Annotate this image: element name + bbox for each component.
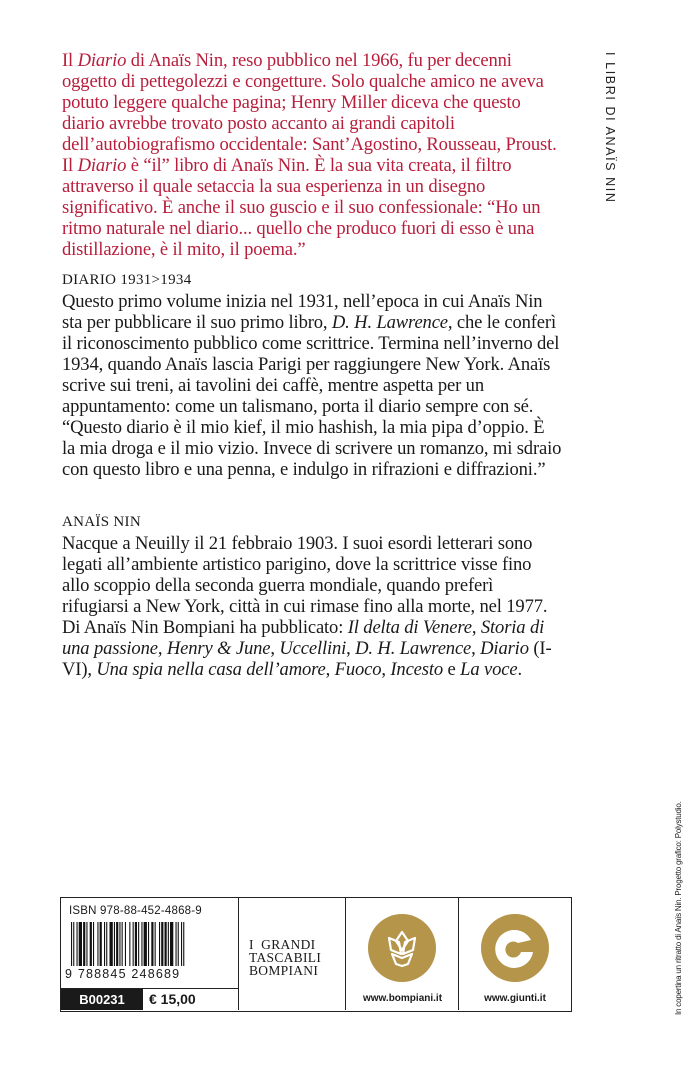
barcode-bar <box>122 922 123 966</box>
ean-digits: 9 788845 248689 <box>65 967 181 981</box>
barcode-bar <box>125 922 126 966</box>
intro-text: è “il” libro di Anaïs Nin. È la sua vita creata, il filtro attraverso il quale setaccia la sua esperienza in un disegno significativo. È anche il suo guscio e il suo confessionale: “Ho un ritmo naturale nel diario... quello che produco fuori di esso è una distillazione, è il mito, il poema.” <box>62 155 541 260</box>
author-text: , <box>270 638 280 659</box>
barcode-bar <box>133 922 134 966</box>
book-title: Uccellini <box>279 638 347 659</box>
barcode-bar <box>79 922 82 966</box>
barcode-bar <box>129 922 130 966</box>
barcode-bar <box>135 922 137 966</box>
barcode-bar <box>155 922 156 966</box>
book-title: Storia di una passione <box>62 617 545 659</box>
barcode-bar <box>176 922 177 966</box>
barcode-bar <box>181 922 182 966</box>
book-title: Henry & June <box>166 638 271 659</box>
barcode-bar <box>170 922 173 966</box>
barcode-bar <box>151 922 153 966</box>
bompiani-flower-icon <box>368 914 436 982</box>
barcode-bar <box>138 922 139 966</box>
isbn-label: ISBN 978-88-452-4868-9 <box>69 905 202 917</box>
barcode-bar <box>97 922 98 966</box>
barcode-bar <box>178 922 179 966</box>
barcode-bar <box>104 922 105 966</box>
bompiani-url[interactable]: www.bompiani.it <box>362 993 443 1004</box>
barcode-bar <box>114 922 115 966</box>
author-text: (I-VI), <box>62 638 552 680</box>
series-line: I GRANDI <box>249 937 316 952</box>
book-title: Il delta di Venere <box>347 617 472 638</box>
author-section <box>62 512 562 680</box>
code-price-row <box>61 988 238 1011</box>
book-title: Fuoco <box>334 659 382 680</box>
intro-italic: Diario <box>77 50 127 71</box>
giunti-url[interactable]: www.giunti.it <box>484 993 546 1004</box>
intro-text: di Anaïs Nin, reso pubblico nel 1966, fu per decenni oggetto di pettegolezzi e congetture. Solo qualche amico ne aveva potuto leggere qualche pagina; Henry Miller diceva che questo diario avrebbe trovato posto accanto ai grandi capitoli dell’autobiografismo occidentale: Sant’Agostino, Rousseau, Proust. Il <box>62 50 557 176</box>
series-line: TASCABILI <box>249 950 322 965</box>
author-text: , <box>381 659 391 680</box>
barcode-bar <box>165 922 167 966</box>
intro-paragraph <box>62 50 562 260</box>
author-text: , <box>157 638 167 659</box>
price-label: € 15,00 <box>149 991 196 1007</box>
barcode-bar <box>144 922 147 966</box>
publisher-box <box>60 897 572 1012</box>
barcode-bar <box>168 922 169 966</box>
author-heading: ANAÏS NIN <box>62 514 141 530</box>
barcode-cell <box>61 898 238 1010</box>
author-text: e <box>443 659 461 680</box>
cover-credit: In copertina un ritratto di Anaïs Nin. Progetto grafico: Polystudio. <box>674 801 683 1015</box>
barcode-bar <box>161 922 163 966</box>
barcode-bar <box>116 922 118 966</box>
book-title: Incesto <box>390 659 444 680</box>
barcode-bar <box>77 922 78 966</box>
book-title: La voce <box>460 659 518 680</box>
author-text: . <box>517 659 522 680</box>
author-text: , <box>471 617 481 638</box>
author-text: , <box>471 638 481 659</box>
intro-text: Il <box>62 50 78 71</box>
barcode-bar <box>159 922 160 966</box>
barcode-bar <box>93 922 94 966</box>
barcode-bar <box>183 922 184 966</box>
side-title: I LIBRI DI ANAÏS NIN <box>603 52 617 204</box>
book-title: Diario <box>480 638 529 659</box>
series-line: BOMPIANI <box>249 963 319 978</box>
series-name <box>249 938 341 977</box>
series-cell <box>238 898 346 1010</box>
barcode-image <box>69 922 231 968</box>
book-title: Una spia nella casa dell’amore <box>96 659 326 680</box>
barcode-bar <box>83 922 85 966</box>
diario-section <box>62 270 562 480</box>
author-text: , <box>346 638 356 659</box>
barcode-bar <box>86 922 87 966</box>
barcode-bar <box>141 922 142 966</box>
author-text: Nacque a Neuilly il 21 febbraio 1903. I suoi esordi letterari sono legati all’ambiente artistico parigino, dove la scrittrice visse fino allo scoppio della seconda guerra mondiale, quando preferì rifugiarsi a New York, città in cui rimase fino alla morte, nel 1977. Di Anaïs Nin Bompiani ha pubblicato: <box>62 533 548 638</box>
barcode-bar <box>90 922 92 966</box>
intro-italic: Diario <box>77 155 127 176</box>
barcode-bar <box>119 922 120 966</box>
bompiani-cell <box>345 898 459 1010</box>
barcode-bar <box>73 922 74 966</box>
book-title: D. H. Lawrence <box>355 638 472 659</box>
barcode-bar <box>71 922 72 966</box>
author-text: , <box>325 659 335 680</box>
diario-text: Questo primo volume inizia nel 1931, nell’epoca in cui Anaïs Nin sta per pubblicare il suo primo libro, <box>62 291 543 333</box>
barcode-bar <box>106 922 107 966</box>
barcode-bar <box>148 922 149 966</box>
barcode-bar <box>110 922 113 966</box>
giunti-cell <box>458 898 571 1010</box>
giunti-swirl-icon <box>481 914 549 982</box>
diario-text: , che le conferì il riconoscimento pubblico come scrittrice. Termina nell’inverno del 1934, quando Anaïs lascia Parigi per raggiungere New York. Anaïs scrive sui treni, ai tavolini dei caffè, mentre aspetta per un appuntamento: come un talismano, porta il diario sempre con sé. “Questo diario è il mio kief, il mio hashish, la mia pipa d’oppio. È la mia droga e il mio vizio. Invece di scrivere un romanzo, mi sdraio con questo libro e una penna, e indulgo in rifrazioni e diffrazioni.” <box>62 312 562 480</box>
product-code-badge: B00231 <box>61 989 143 1010</box>
diario-italic: D. H. Lawrence <box>331 312 448 333</box>
diario-heading: DIARIO 1931>1934 <box>62 272 192 288</box>
barcode-bar <box>100 922 102 966</box>
